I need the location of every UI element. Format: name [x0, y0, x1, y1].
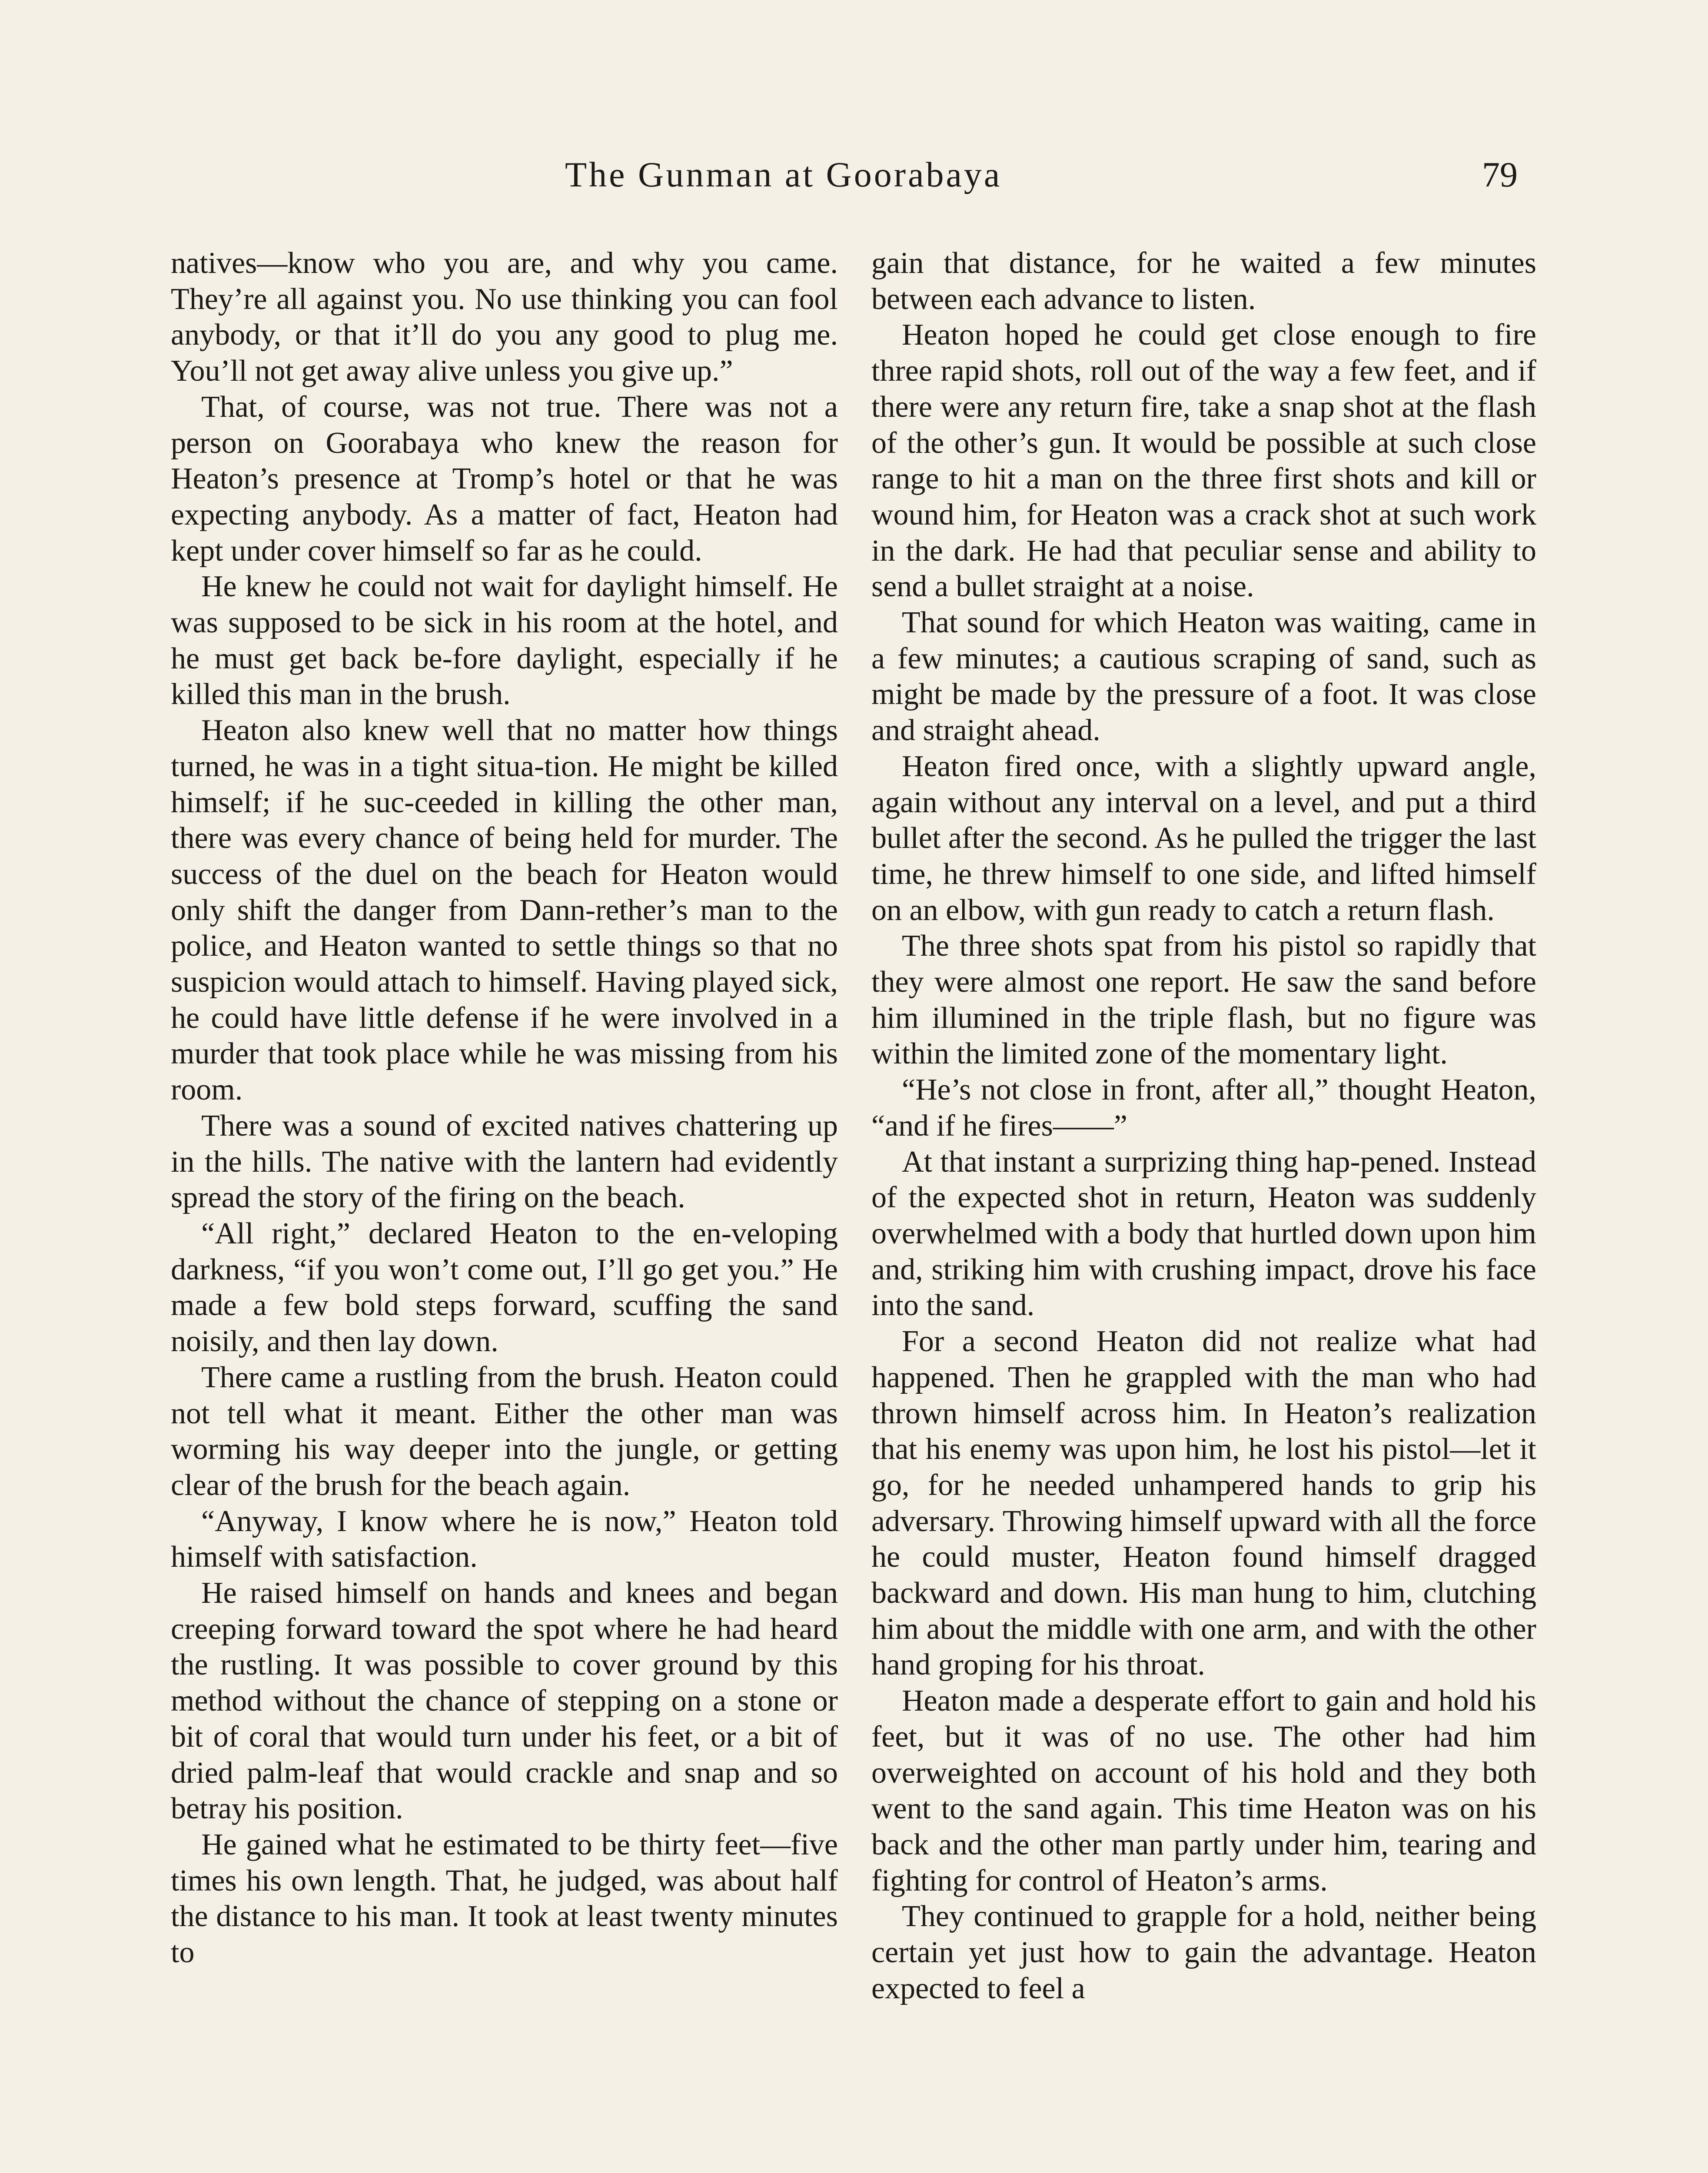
paragraph: He knew he could not wait for daylight himself. He was supposed to be sick in his room at the hotel, and he must get back be-fore daylight, especially if he killed this man in the brush.	[171, 570, 838, 711]
paragraph: He gained what he estimated to be thirty feet—five times his own length. That, he judged, was about half the distance to his man. It took at least twenty minutes to	[171, 1827, 838, 1970]
paragraph: Heaton hoped he could get close enough to fire three rapid shots, roll out of the way a few feet, and if there were any return fire, take a snap shot at the flash of the other’s gun. It would be possible at such close range to hit a man on the three first shots and kill or wound him, for Heaton was a crack shot at such work in the dark. He had that peculiar sense and ability to send a bullet straight at a noise.	[871, 318, 1536, 604]
paragraph: He raised himself on hands and knees and began creeping forward toward the spot where he had heard the rustling. It was possible to cover ground by this method without the chance of stepping on a stone or bit of coral that would turn under his feet, or a bit of dried palm-leaf that would crackle and snap and so betray his position.	[171, 1576, 838, 1826]
paragraph: For a second Heaton did not realize what had happened. Then he grappled with the man who had thrown himself across him. In Heaton’s realization that his enemy was upon him, he lost his pistol—let it go, for he needed unhampered hands to grip his adversary. Throwing himself upward with all the force he could muster, Heaton found himself dragged backward and down. His man hung to him, clutching him about the middle with one arm, and with the other hand groping for his throat.	[871, 1325, 1536, 1682]
paragraph: The three shots spat from his pistol so rapidly that they were almost one report. He saw the sand before him illumined in the triple flash, but no figure was within the limited zone of the momentary light.	[871, 929, 1536, 1071]
paragraph: Heaton also knew well that no matter how things turned, he was in a tight situa-tion. He might be killed himself; if he suc-ceeded in killing the other man, there was every chance of being held for murder. The success of the duel on the beach for Heaton would only shift the danger from Dann-rether’s man to the police, and Heaton wanted to settle things so that no suspicion would attach to himself. Having played sick, he could have little defense if he were involved in a murder that took place while he was missing from his room.	[171, 714, 838, 1107]
paragraph: Heaton fired once, with a slightly upward angle, again without any interval on a level, and put a third bullet after the second. As he pulled the trigger the last time, he threw himself to one side, and lifted himself on an elbow, with gun ready to catch a return flash.	[871, 749, 1536, 927]
paragraph: “Anyway, I know where he is now,” Heaton told himself with satisfaction.	[171, 1504, 838, 1574]
paragraph: “He’s not close in front, after all,” thought Heaton, “and if he fires——”	[871, 1073, 1536, 1143]
paragraph: They continued to grapple for a hold, neither being certain yet just how to gain the advantage. Heaton expected to feel a	[871, 1900, 1536, 2005]
paragraph: There came a rustling from the brush. Heaton could not tell what it meant. Either the other man was worming his way deeper into the jungle, or getting clear of the brush for the beach again.	[171, 1360, 838, 1502]
paragraph: “All right,” declared Heaton to the en-veloping darkness, “if you won’t come out, I’ll go get you.” He made a few bold steps forward, scuffing the sand noisily, and then lay down.	[171, 1216, 838, 1359]
running-head-title: The Gunman at Goorabaya	[565, 155, 1002, 194]
page-number: 79	[1482, 155, 1518, 194]
left-column	[171, 246, 838, 1971]
paragraph: natives—know who you are, and why you came. They’re all against you. No use thinking you can fool anybody, or that it’ll do you any good to plug me. You’ll not get away alive unless you give up.”	[171, 246, 838, 388]
right-column	[871, 246, 1536, 2007]
paragraph: That sound for which Heaton was waiting, came in a few minutes; a cautious scraping of sand, such as might be made by the pressure of a foot. It was close and straight ahead.	[871, 606, 1536, 748]
paragraph: That, of course, was not true. There was not a person on Goorabaya who knew the reason for Heaton’s presence at Tromp’s hotel or that he was expecting anybody. As a matter of fact, Heaton had kept under cover himself so far as he could.	[171, 390, 838, 568]
paragraph: There was a sound of excited natives chattering up in the hills. The native with the lantern had evidently spread the story of the firing on the beach.	[171, 1109, 838, 1215]
paragraph: At that instant a surprizing thing hap-pened. Instead of the expected shot in return, Heaton was suddenly overwhelmed with a body that hurtled down upon him and, striking him with crushing impact, drove his face into the sand.	[871, 1145, 1536, 1322]
paragraph: gain that distance, for he waited a few minutes between each advance to listen.	[871, 246, 1536, 316]
paragraph: Heaton made a desperate effort to gain and hold his feet, but it was of no use. The other had him overweighted on account of his hold and they both went to the sand again. This time Heaton was on his back and the other man partly under him, tearing and fighting for control of Heaton’s arms.	[871, 1684, 1536, 1897]
